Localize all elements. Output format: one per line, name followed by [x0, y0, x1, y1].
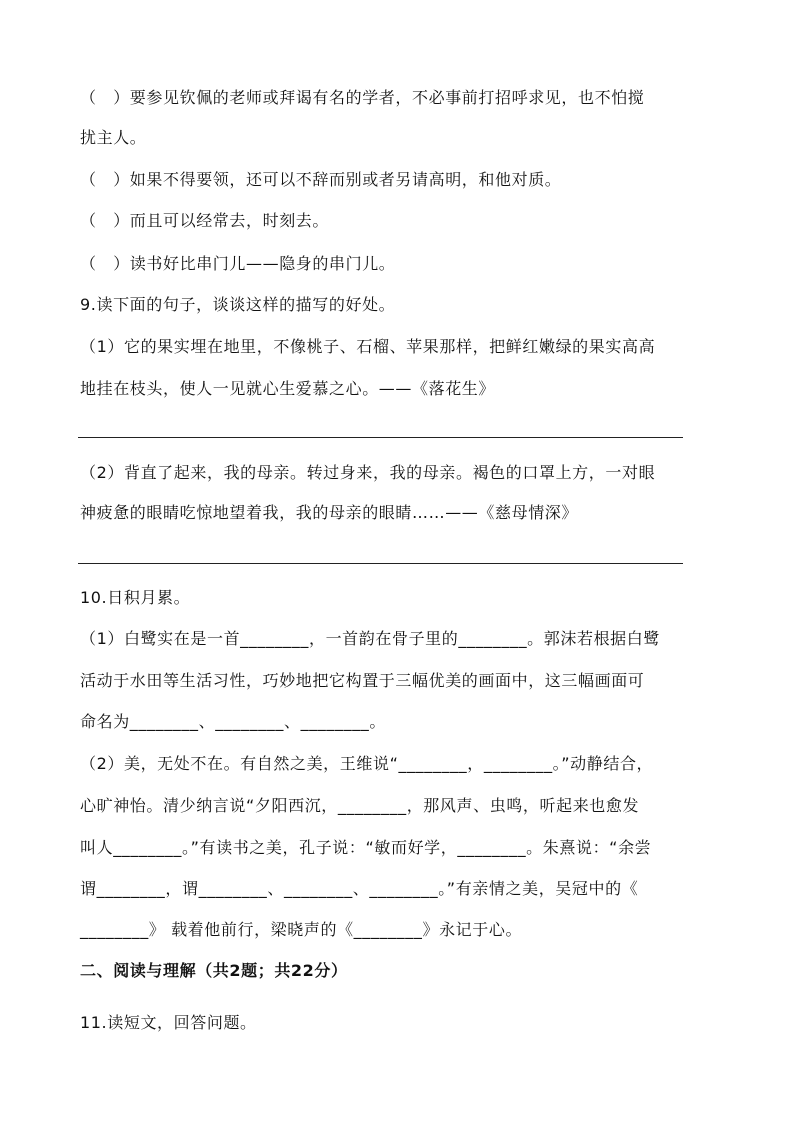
q9-part1-line2: 地挂在枝头，使人一见就心生爱慕之心。——《落花生》	[80, 379, 496, 398]
q10-title: 10.日积月累。	[80, 588, 191, 607]
q10-part2-line3: 叫人________。”有读书之美，孔子说：“敏而好学，________。朱熹说：“余尝	[80, 838, 652, 857]
q9-part2-line2: 神疲惫的眼睛吃惊地望着我，我的母亲的眼睛……——《慈母情深》	[80, 503, 579, 522]
q10-part1-line3: 命名为________、________、________。	[80, 712, 386, 731]
q10-part1-line2: 活动于水田等生活习性，巧妙地把它构置于三幅优美的画面中，这三幅画面可	[80, 671, 645, 690]
q9-part1-line1: （1）它的果实埋在地里，不像桃子、石榴、苹果那样，把鲜红嫩绿的果实高高	[80, 337, 656, 356]
q9-title: 9.读下面的句子，谈谈这样的描写的好处。	[80, 295, 396, 314]
q10-part2-line5: ________》 载着他前行，梁晓声的《________》永记于心。	[80, 920, 523, 939]
q8-item-2: （ ）如果不得要领，还可以不辞而别或者另请高明，和他对质。	[80, 170, 562, 189]
q8-item-3: （ ）而且可以经常去，时刻去。	[80, 211, 330, 230]
q9-part2-line1: （2）背直了起来，我的母亲。转过身来，我的母亲。褐色的口罩上方，一对眼	[80, 463, 656, 482]
q8-item-1-line2: 扰主人。	[80, 128, 147, 147]
q10-part2-line1: （2）美，无处不在。有自然之美，王维说“________，________。”动静结合，	[80, 754, 654, 773]
q10-part1-line1: （1）白鹭实在是一首________，一首韵在骨子里的________。郭沫若根据白鹭	[80, 629, 660, 648]
q10-part2-line4: 谓________，谓________、________、________。”有亲情之美，吴冠中的《	[80, 879, 639, 898]
q9-answer-line-1[interactable]	[78, 437, 683, 438]
q10-part2-line2: 心旷神怡。清少纳言说“夕阳西沉，________，那风声、虫鸣，听起来也愈发	[80, 796, 640, 815]
q8-item-1-line1: （ ）要参见钦佩的老师或拜谒有名的学者，不必事前打招呼求见，也不怕搅	[80, 88, 645, 107]
q8-item-4: （ ）读书好比串门儿——隐身的串门儿。	[80, 254, 396, 273]
q9-answer-line-2[interactable]	[78, 563, 683, 564]
q11-title: 11.读短文，回答问题。	[80, 1013, 257, 1032]
section-2-heading: 二、阅读与理解（共2题；共22分）	[80, 961, 348, 980]
